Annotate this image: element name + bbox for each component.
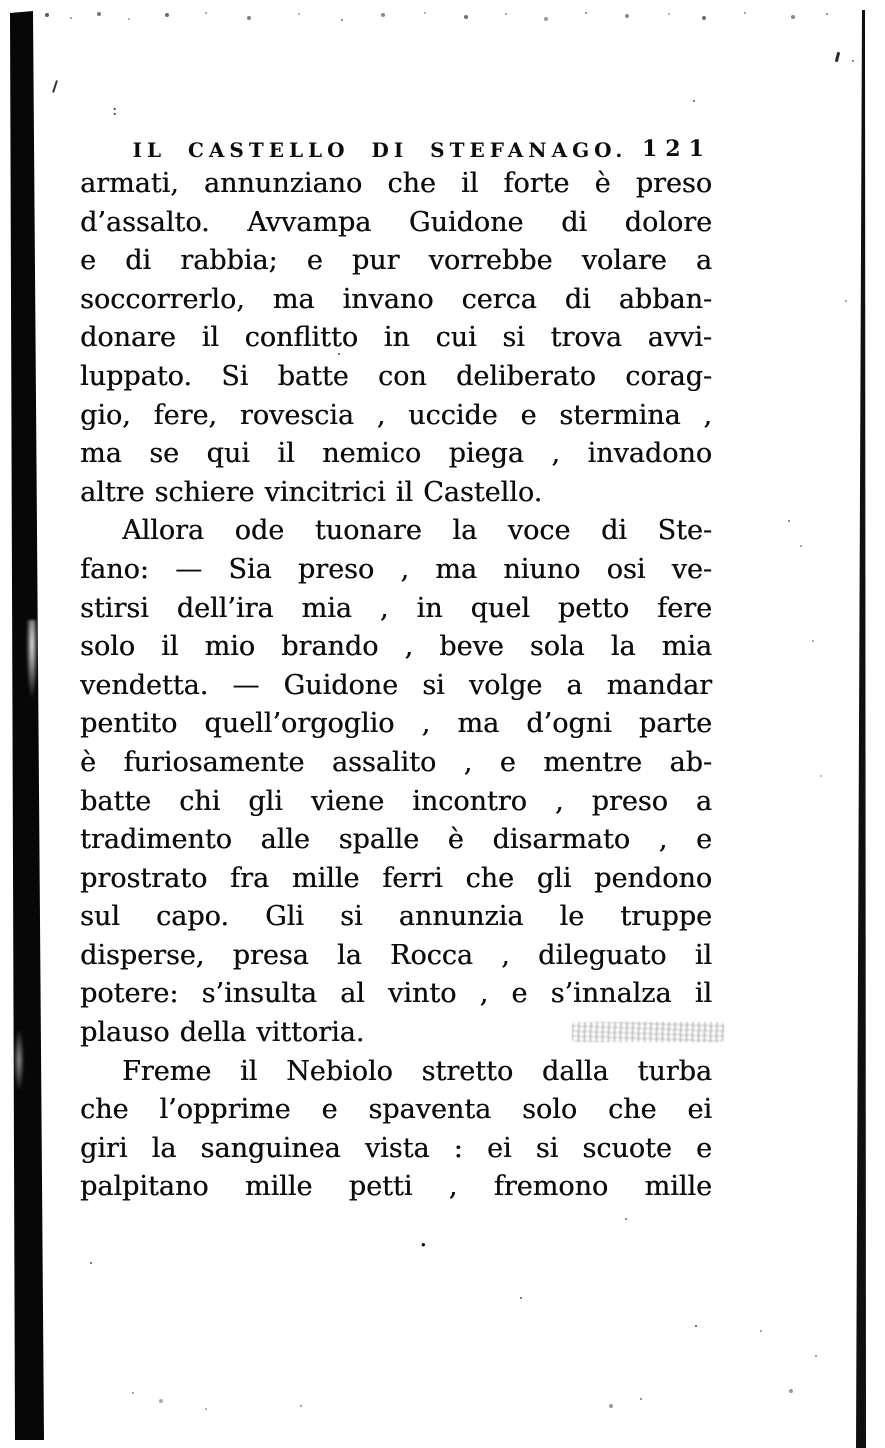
text-line: tradimento alle spalle è disarmato , e	[80, 824, 712, 856]
text-line: giri la sanguinea vista : ei si scuote e	[80, 1132, 712, 1164]
text-block	[80, 165, 712, 1207]
stray-ink-mark	[52, 80, 58, 93]
text-line: che l’opprime e spaventa solo che ei	[80, 1094, 712, 1126]
stray-period-mark: .	[419, 1222, 428, 1253]
running-header-title: IL CASTELLO DI STEFANAGO.	[132, 138, 628, 162]
page-number: 121	[642, 136, 712, 162]
book-binding-shadow	[10, 10, 56, 1440]
binding-texture	[26, 620, 38, 700]
text-line: armati, annunziano che il forte è preso	[80, 168, 712, 199]
text-line: sul capo. Gli si annunzia le truppe	[80, 901, 712, 933]
text-line: gio, fere, rovescia , uccide e stermina ,	[80, 399, 712, 431]
text-line: Freme il Nebiolo stretto dalla turba	[122, 1055, 712, 1087]
text-line: disperse, presa la Rocca , dileguato il	[80, 939, 712, 971]
text-line: d’assalto. Avvampa Guidone di dolore	[80, 206, 712, 238]
text-line: prostrato fra mille ferri che gli pendono	[80, 862, 712, 894]
stray-ink-mark	[835, 52, 840, 62]
page-edge-line	[856, 10, 867, 1448]
text-line: palpitano mille petti , fremono mille	[80, 1171, 712, 1203]
scan-speckles	[0, 0, 2, 2]
paragraph	[80, 1053, 712, 1207]
text-line: è furiosamente assalito , e mentre ab-	[80, 746, 712, 778]
text-line: soccorrerlo, ma invano cerca di abban-	[80, 283, 712, 315]
text-line: Allora ode tuonare la voce di Ste-	[122, 515, 712, 547]
text-line: vendetta. — Guidone si volge a mandar	[80, 669, 712, 701]
text-line: batte chi gli viene incontro , preso a	[80, 785, 712, 817]
text-line: e di rabbia; e pur vorrebbe volare a	[80, 245, 712, 277]
text-line: solo il mio brando , beve sola la mia	[80, 631, 712, 663]
text-line: pentito quell’orgoglio , ma d’ogni parte	[80, 708, 712, 740]
text-line: stirsi dell’ira mia , in quel petto fere	[80, 592, 712, 624]
text-line: potere: s’insulta al vinto , e s’innalza il	[80, 978, 712, 1010]
text-line: fano: — Sia preso , ma niuno osi ve-	[80, 553, 712, 585]
paragraph	[80, 165, 712, 512]
text-line: ma se qui il nemico piega , invadono	[80, 438, 712, 470]
text-line: donare il conflitto in cui si trova avvi-	[80, 322, 712, 354]
text-line: altre schiere vincitrici il Castello.	[80, 476, 543, 508]
text-line: luppato. Si batte con deliberato corag-	[80, 360, 712, 392]
binding-texture	[14, 1030, 24, 1090]
stray-ink-mark: :	[112, 100, 118, 119]
paragraph	[80, 512, 712, 1052]
text-line: plauso della vittoria.	[80, 1017, 365, 1049]
